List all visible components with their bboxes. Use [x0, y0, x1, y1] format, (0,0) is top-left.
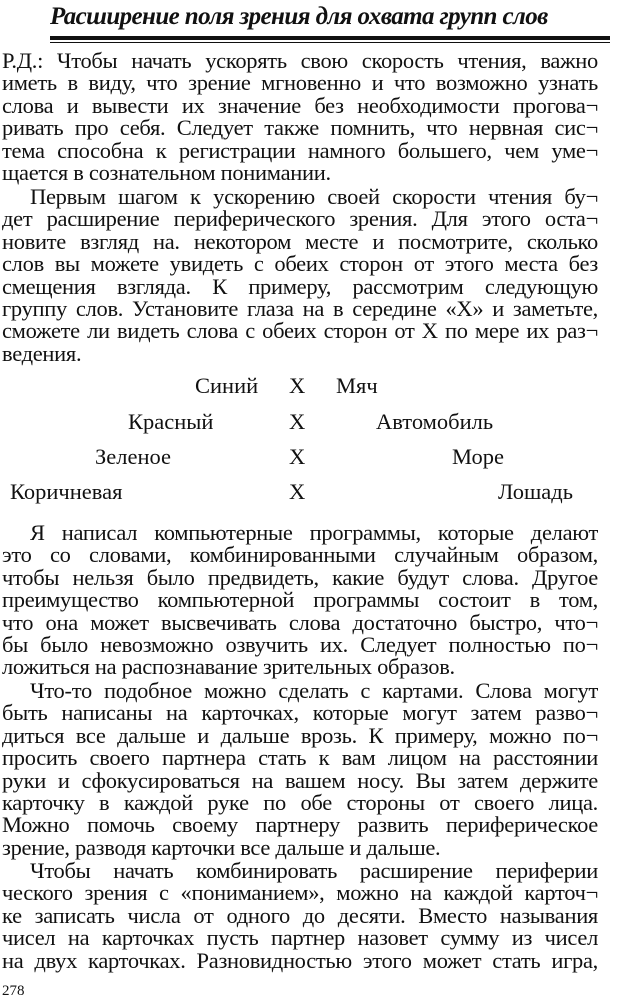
word-center-x: X	[289, 409, 306, 434]
text-line: Что-то подобное можно сделать с картами. Слова могут	[30, 678, 598, 703]
text-line: группу слов. Установите глаза на в середине «X» и заметьте,	[2, 296, 598, 322]
text-line: новите взгляд на. некотором месте и посмотрите, сколько	[2, 228, 598, 254]
text-line: сможете ли видеть слова с обеих сторон от X по мере их раз¬	[2, 318, 598, 344]
paragraph-3	[2, 522, 598, 679]
paragraph-5	[2, 860, 598, 972]
text-line: быть написаны на карточках, которые могут затем разво¬	[2, 700, 598, 726]
header-rule-thin	[50, 42, 610, 43]
text-line: преимущество компьютерной программы состоит в том,	[2, 587, 598, 613]
text-line: чисел на карточках пусть партнер назовет сумму из чисел	[2, 925, 598, 951]
text-line: карточку в каждой руке по обе стороны от своего лица.	[2, 790, 598, 816]
text-line: зрение, разводя карточки все дальше и дальше.	[2, 834, 441, 860]
word-left: Синий	[195, 373, 259, 398]
word-right: Лошадь	[498, 479, 573, 504]
text-line: руки и сфокусироваться на вашем носу. Вы затем держите	[2, 767, 598, 793]
page-header	[50, 0, 610, 46]
text-line: чтобы нельзя было предвидеть, какие будут слова. Другое	[2, 564, 598, 590]
text-line: диться все дальше и дальше врозь. К примеру, можно по¬	[2, 722, 598, 748]
text-line: щается в сознательном понимании.	[2, 160, 331, 186]
text-line: что она может высвечивать слова достаточно быстро, что¬	[2, 609, 598, 635]
text-line: это со словами, комбинированными случайным образом,	[2, 542, 598, 568]
word-center-x: X	[289, 479, 306, 504]
word-center-x: X	[289, 444, 306, 469]
word-left: Красный	[128, 409, 214, 434]
text-line: на двух карточках. Разновидностью этого может стать игра,	[2, 947, 598, 973]
word-right: Море	[452, 444, 504, 469]
paragraph-4	[2, 680, 598, 859]
word-right: Мяч	[336, 373, 378, 398]
text-line: тема способна к регистрации намного большего, чем уме¬	[2, 137, 598, 163]
word-left: Зеленое	[95, 444, 172, 469]
paragraph-2	[2, 186, 598, 365]
page-number: 278	[2, 983, 25, 999]
chapter-title: Расширение поля зрения для охвата групп слов	[50, 3, 548, 30]
text-line: Я написал компьютерные программы, которые делают	[30, 520, 598, 545]
text-line: смещения взгляда. К примеру, рассмотрим следующую	[2, 273, 598, 299]
text-line: бы было невозможно озвучить их. Следует полностью по¬	[2, 632, 598, 658]
word-left: Коричневая	[10, 479, 123, 504]
text-line: иметь в виду, что зрение мгновенно и что возможно узнать	[2, 70, 598, 96]
text-line: Первым шагом к ускорению своей скорости чтения бу¬	[30, 184, 598, 209]
word-center-x: X	[289, 373, 306, 398]
text-line: слова и вывести их значение без необходимости прогова¬	[2, 92, 598, 118]
word-right: Автомобиль	[376, 409, 494, 434]
paragraph-1	[2, 50, 598, 184]
text-line: дет расширение периферического зрения. Для этого оста¬	[2, 206, 598, 232]
text-line: ке записать числа от одного до десяти. Вместо называния	[2, 902, 598, 928]
text-line: слов вы можете увидеть с обеих сторон от этого места без	[2, 251, 598, 277]
text-line: ложиться на распознавание зрительных образов.	[2, 654, 455, 680]
text-line: Р.Д.: Чтобы начать ускорять свою скорость чтения, важно	[2, 48, 598, 73]
text-line: Можно помочь своему партнеру развить периферическое	[2, 812, 598, 838]
text-line: ведения.	[2, 340, 82, 366]
text-line: ривать про себя. Следует также помнить, что нервная сис¬	[2, 115, 598, 141]
text-line: ческого зрения с «пониманием», можно на каждой карточ¬	[2, 880, 598, 906]
text-line: Чтобы начать комбинировать расширение периферии	[30, 858, 598, 883]
header-rule	[50, 36, 610, 40]
text-line: просить своего партнера стать к вам лицом на расстоянии	[2, 745, 598, 771]
